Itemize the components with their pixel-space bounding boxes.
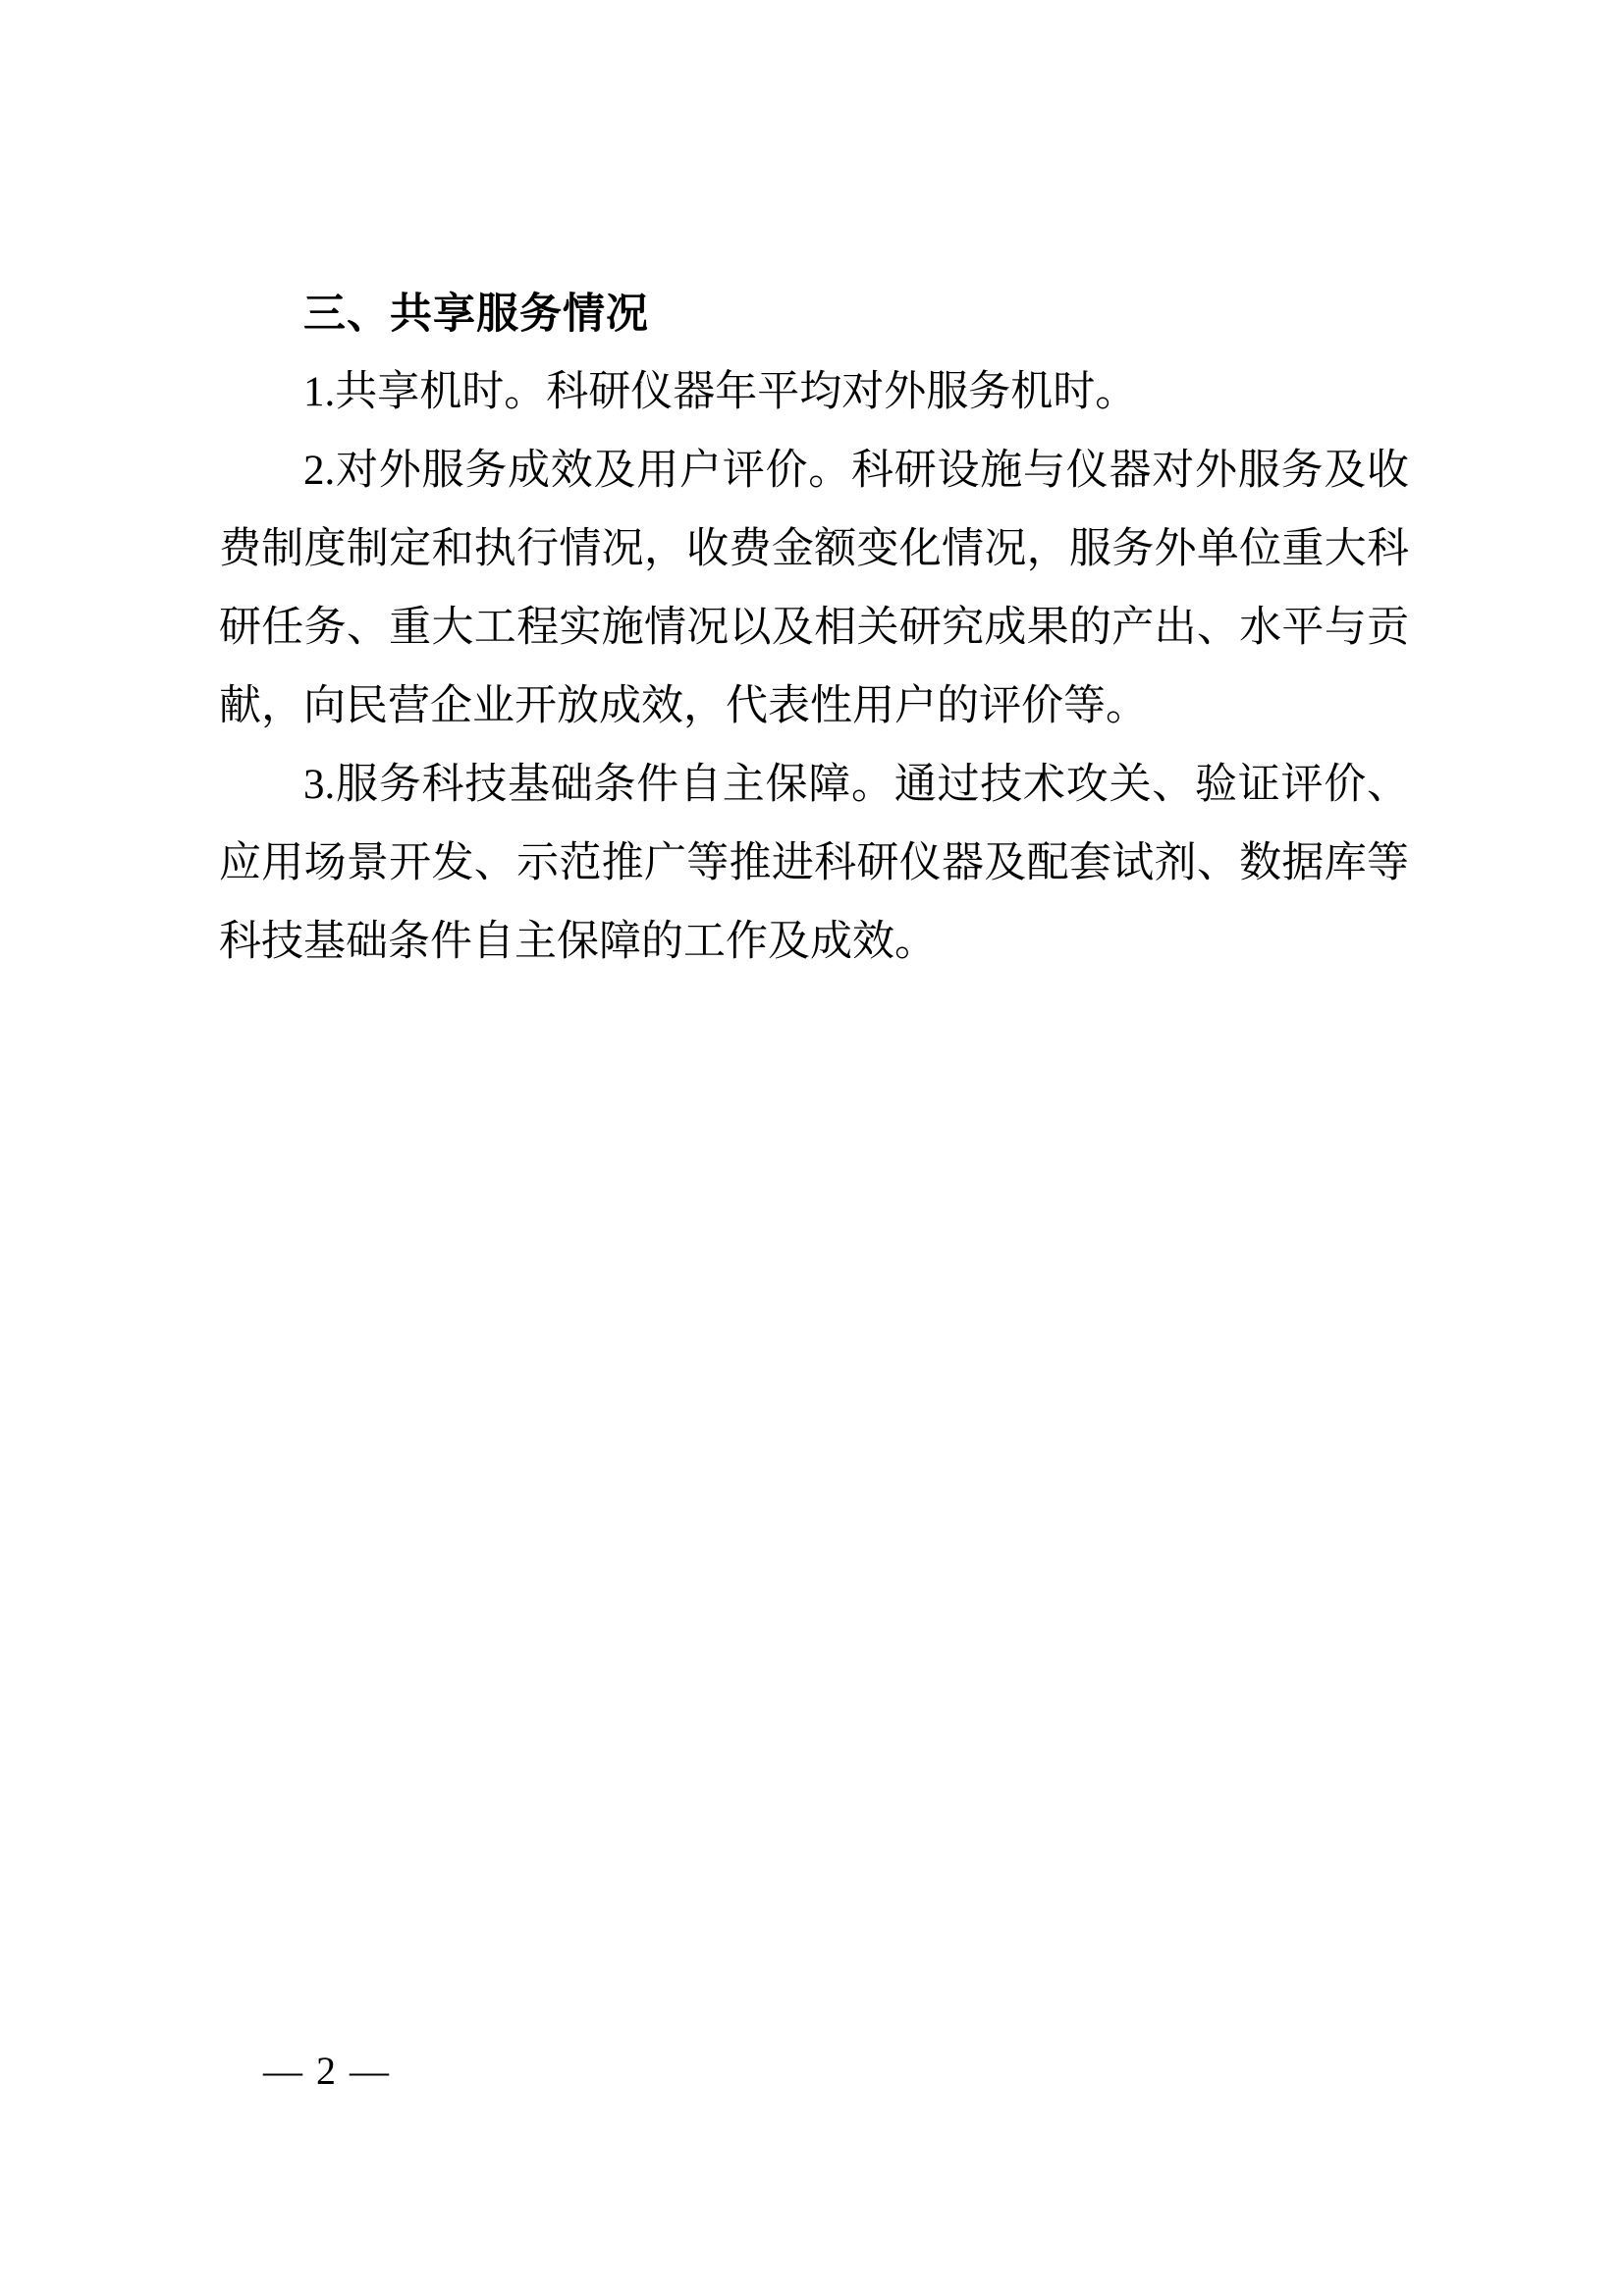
page-number: — 2 — xyxy=(263,2049,391,2093)
paragraph-self-guarantee: 3.服务科技基础条件自主保障。通过技术攻关、验证评价、应用场景开发、示范推广等推进科研仪器及配套试剂、数据库等科技基础条件自主保障的工作及成效。 xyxy=(219,762,1409,965)
paragraph-external-service-evaluation: 2.对外服务成效及用户评价。科研设施与仪器对外服务及收费制度制定和执行情况，收费金额变化情况，服务外单位重大科研任务、重大工程实施情况以及相关研究成果的产出、水平与贡献，向民营企业开放成效，代表性用户的评价等。 xyxy=(219,448,1409,729)
section-heading: 三、共享服务情况 xyxy=(303,290,649,339)
paragraph-share-hours: 1.共享机时。科研仪器年平均对外服务机时。 xyxy=(303,369,1138,415)
document-body xyxy=(219,275,1409,982)
